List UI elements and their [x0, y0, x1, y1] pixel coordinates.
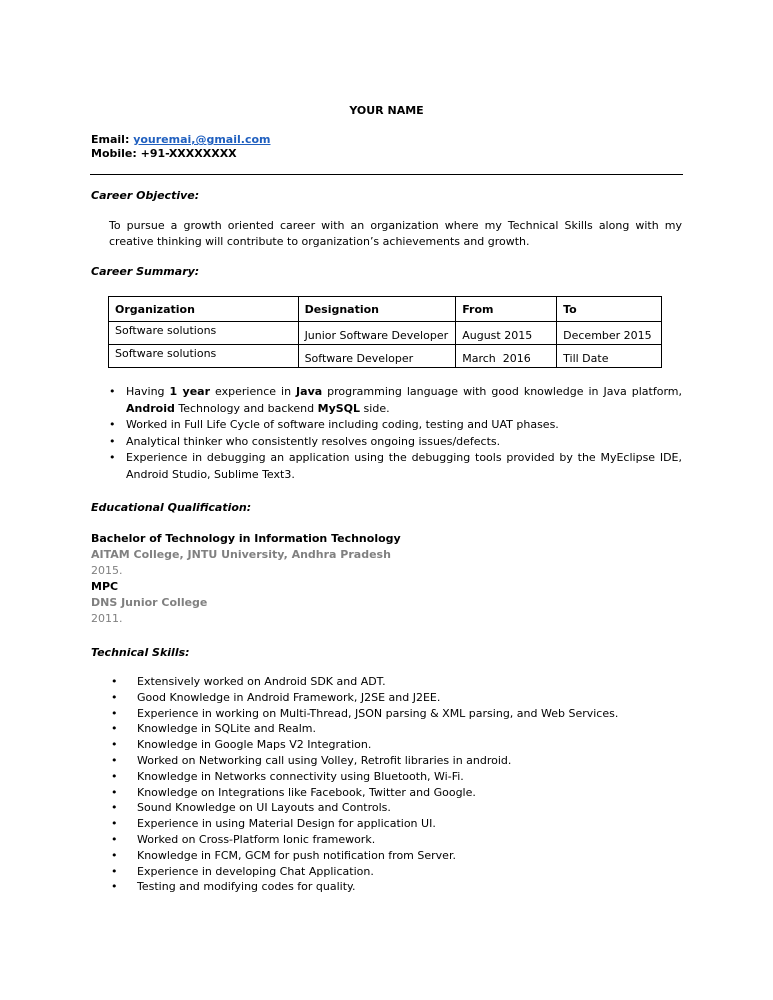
institution-name: AITAM College, JNTU University, Andhra Pradesh — [91, 548, 391, 561]
education-entry — [91, 531, 401, 627]
technical-skills-list — [111, 674, 671, 895]
degree-title: MPC — [91, 580, 119, 593]
list-item: • Knowledge in Networks connectivity using Bluetooth, Wi-Fi. — [111, 769, 671, 785]
table-cell: December 2015 — [557, 322, 662, 345]
column-header: Organization — [109, 297, 299, 322]
text-run: side. — [360, 401, 390, 415]
email-label: Email: — [91, 133, 130, 146]
table-cell: Junior Software Developer — [298, 322, 456, 345]
technical-skills-heading: Technical Skills: — [91, 646, 190, 659]
text-run-bold: MySQL — [317, 401, 361, 415]
table-cell: March 2016 — [456, 345, 557, 368]
list-item: • Experience in debugging an application using the debugging tools provided by the MyEclipse IDE, Android Studio, Sublime Text3. — [109, 450, 682, 483]
text-run-bold: Java — [296, 385, 323, 398]
text-run: Having — [126, 385, 170, 398]
column-header: From — [456, 297, 557, 322]
list-item: • Worked in Full Life Cycle of software including coding, testing and UAT phases. — [109, 417, 682, 434]
career-summary-list — [109, 384, 682, 483]
text-run: programming language with good knowledge in Java platform, — [322, 385, 682, 398]
text-run-bold: 1 year — [169, 385, 211, 398]
list-item: • Experience in developing Chat Application. — [111, 864, 671, 880]
email-line — [91, 133, 270, 146]
list-item: • Extensively worked on Android SDK and ADT. — [111, 674, 671, 690]
text-run: experience in — [210, 385, 297, 398]
table-row — [109, 345, 662, 368]
list-item: • Analytical thinker who consistently resolves ongoing issues/defects. — [109, 434, 682, 451]
list-item: • Knowledge in FCM, GCM for push notification from Server. — [111, 848, 671, 864]
column-header: To — [557, 297, 662, 322]
text-run: Technology and backend — [174, 401, 318, 415]
career-summary-heading: Career Summary: — [91, 265, 200, 278]
list-item: • Worked on Networking call using Volley, Retrofit libraries in android. — [111, 753, 671, 769]
candidate-name: YOUR NAME — [349, 104, 424, 117]
list-item: • Good Knowledge in Android Framework, J2SE and J2EE. — [111, 690, 671, 706]
mobile-label: Mobile: — [91, 147, 137, 160]
list-item: • Sound Knowledge on UI Layouts and Controls. — [111, 800, 671, 816]
list-item: • Worked on Cross-Platform Ionic framework. — [111, 832, 671, 848]
column-header: Designation — [298, 297, 456, 322]
list-item: • Experience in working on Multi-Thread, JSON parsing & XML parsing, and Web Services. — [111, 706, 671, 722]
table-cell: Software solutions — [109, 345, 299, 368]
degree-title: Bachelor of Technology in Information Technology — [91, 532, 401, 545]
career-objective-heading: Career Objective: — [91, 189, 200, 202]
career-objective-text: To pursue a growth oriented career with an organization where my Technical Skills along with my creative thinking will contribute to organization’s achievements and growth. — [109, 219, 682, 248]
education-heading: Educational Qualification: — [91, 501, 252, 514]
header-divider — [90, 174, 683, 175]
table-cell: Software Developer — [298, 345, 456, 368]
career-table — [108, 296, 662, 368]
list-item: • Knowledge on Integrations like Facebook, Twitter and Google. — [111, 785, 671, 801]
list-item — [109, 384, 682, 417]
list-item: • Experience in using Material Design for application UI. — [111, 816, 671, 832]
list-item: • Knowledge in Google Maps V2 Integration. — [111, 737, 671, 753]
institution-name: DNS Junior College — [91, 596, 208, 609]
table-cell: Software solutions — [109, 322, 299, 345]
email-link[interactable]: youremai,@gmail.com — [133, 133, 271, 146]
table-header-row — [109, 297, 662, 322]
table-row — [109, 322, 662, 345]
list-item: • Knowledge in SQLite and Realm. — [111, 721, 671, 737]
list-item: • Testing and modifying codes for quality. — [111, 879, 671, 895]
table-cell: Till Date — [557, 345, 662, 368]
mobile-number: +91-XXXXXXXX — [140, 147, 237, 160]
text-run-bold: Android — [126, 401, 175, 415]
mobile-line — [91, 147, 237, 160]
graduation-year: 2015. — [91, 564, 123, 577]
graduation-year: 2011. — [91, 612, 123, 625]
table-cell: August 2015 — [456, 322, 557, 345]
